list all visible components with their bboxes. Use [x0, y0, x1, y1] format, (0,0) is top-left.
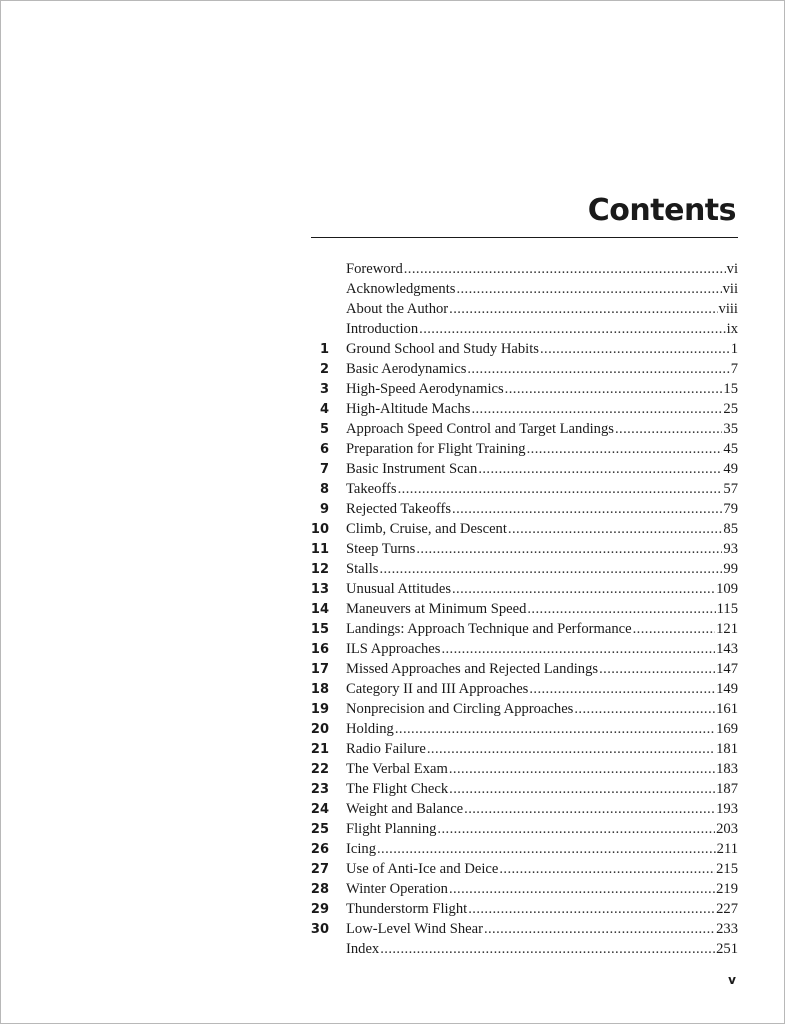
chapter-number: 4	[319, 402, 329, 417]
toc-entry-title: Landings: Approach Technique and Performance	[346, 621, 632, 637]
toc-entry	[301, 719, 738, 739]
toc-page-number: 215	[716, 861, 738, 877]
toc-entry-title: Flight Planning	[346, 821, 437, 837]
toc-page-number: 93	[723, 541, 738, 557]
dot-leader	[540, 339, 730, 359]
toc-entry-title: Low-Level Wind Shear	[346, 921, 483, 937]
toc-page-number: 211	[716, 841, 738, 857]
dot-leader	[633, 619, 715, 639]
toc-entry	[301, 599, 738, 619]
toc-page-number: 85	[723, 521, 738, 537]
chapter-number: 11	[310, 542, 329, 557]
toc-entry	[301, 779, 738, 799]
toc-page-number: vi	[726, 261, 738, 277]
dot-leader	[468, 899, 715, 919]
toc-entry-title: Nonprecision and Circling Approaches	[346, 701, 574, 717]
toc-page-number: 161	[716, 701, 738, 717]
toc-entry-title: Category II and III Approaches	[346, 681, 529, 697]
toc-page-number: 193	[716, 801, 738, 817]
toc-page-number: 115	[716, 601, 738, 617]
toc-entry-title: ILS Approaches	[346, 641, 441, 657]
dot-leader	[452, 579, 715, 599]
dot-leader	[484, 919, 715, 939]
toc-entry	[301, 919, 738, 939]
dot-leader	[599, 659, 715, 679]
title-rule	[311, 237, 738, 238]
toc-page-number: 49	[723, 461, 738, 477]
dot-leader	[452, 499, 722, 519]
dot-leader	[615, 419, 722, 439]
toc-page-number: 251	[716, 941, 738, 957]
toc-entry-title: Radio Failure	[346, 741, 426, 757]
chapter-number: 26	[310, 842, 329, 857]
dot-leader	[395, 719, 715, 739]
toc-entry	[301, 559, 738, 579]
toc-entry-title: Use of Anti-Ice and Deice	[346, 861, 499, 877]
toc-entry-title: Icing	[346, 841, 376, 857]
toc-entry-title: Basic Instrument Scan	[346, 461, 478, 477]
chapter-number: 1	[319, 342, 329, 357]
chapter-number: 30	[310, 922, 329, 937]
page-folio: v	[728, 973, 736, 987]
chapter-number: 20	[310, 722, 329, 737]
chapter-number: 8	[319, 482, 329, 497]
chapter-number: 29	[310, 902, 329, 917]
toc-entry-title: High-Speed Aerodynamics	[346, 381, 504, 397]
toc-page-number: 233	[716, 921, 738, 937]
toc-entry	[301, 699, 738, 719]
toc-entry-title: Ground School and Study Habits	[346, 341, 539, 357]
toc-entry	[301, 739, 738, 759]
dot-leader	[471, 399, 722, 419]
chapter-number: 10	[310, 522, 329, 537]
toc-entry	[301, 839, 738, 859]
toc-entry-title: Index	[346, 941, 380, 957]
dot-leader	[529, 679, 715, 699]
toc-page-number: 1	[730, 341, 738, 357]
dot-leader	[419, 319, 725, 339]
dot-leader	[398, 479, 723, 499]
toc-entry-title: Weight and Balance	[346, 801, 464, 817]
toc-page-number: 183	[716, 761, 738, 777]
dot-leader	[404, 259, 726, 279]
toc-entry	[301, 639, 738, 659]
toc-entry	[301, 379, 738, 399]
dot-leader	[574, 699, 715, 719]
toc-page-number: 25	[723, 401, 738, 417]
dot-leader	[464, 799, 715, 819]
toc-page-number: 147	[716, 661, 738, 677]
toc-entry-title: High-Altitude Machs	[346, 401, 471, 417]
toc-page-number: 109	[716, 581, 738, 597]
dot-leader	[449, 879, 715, 899]
chapter-number: 15	[310, 622, 329, 637]
toc-entry	[301, 279, 738, 299]
toc-entry	[301, 899, 738, 919]
toc-entry	[301, 519, 738, 539]
chapter-number: 27	[310, 862, 329, 877]
toc-page-number: 15	[723, 381, 738, 397]
toc-entry	[301, 619, 738, 639]
toc-entry-title: Climb, Cruise, and Descent	[346, 521, 507, 537]
dot-leader	[449, 299, 717, 319]
toc-page-number: viii	[718, 301, 738, 317]
toc-entry-title: Holding	[346, 721, 394, 737]
dot-leader	[467, 359, 729, 379]
toc-entry	[301, 479, 738, 499]
toc-entry	[301, 439, 738, 459]
toc-page-number: 227	[716, 901, 738, 917]
toc-page-number: 187	[716, 781, 738, 797]
toc-entry-title: The Flight Check	[346, 781, 449, 797]
chapter-number: 23	[310, 782, 329, 797]
toc-entry-title: About the Author	[346, 301, 449, 317]
dot-leader	[508, 519, 722, 539]
chapter-number: 14	[310, 602, 329, 617]
page-title: Contents	[587, 193, 736, 228]
toc-page-number: 203	[716, 821, 738, 837]
toc-page-number: 35	[723, 421, 738, 437]
toc-page-number: vii	[722, 281, 738, 297]
toc-entry-title: Preparation for Flight Training	[346, 441, 526, 457]
chapter-number: 3	[319, 382, 329, 397]
dot-leader	[478, 459, 722, 479]
toc-entry	[301, 319, 738, 339]
toc-entry-title: Stalls	[346, 561, 379, 577]
toc-entry	[301, 659, 738, 679]
dot-leader	[505, 379, 723, 399]
toc-entry-title: Introduction	[346, 321, 419, 337]
toc-entry	[301, 539, 738, 559]
dot-leader	[441, 639, 715, 659]
chapter-number: 6	[319, 442, 329, 457]
dot-leader	[499, 859, 715, 879]
toc-entry	[301, 359, 738, 379]
toc-page-number: 45	[723, 441, 738, 457]
dot-leader	[456, 279, 721, 299]
dot-leader	[427, 739, 715, 759]
toc-entry-title: Missed Approaches and Rejected Landings	[346, 661, 599, 677]
toc-entry-title: The Verbal Exam	[346, 761, 448, 777]
toc-entry-title: Takeoffs	[346, 481, 397, 497]
toc-page-number: 149	[716, 681, 738, 697]
chapter-number: 5	[319, 422, 329, 437]
dot-leader	[527, 599, 715, 619]
dot-leader	[527, 439, 723, 459]
toc-page-number: 57	[723, 481, 738, 497]
chapter-number: 18	[310, 682, 329, 697]
dot-leader	[379, 559, 722, 579]
chapter-number: 2	[319, 362, 329, 377]
dot-leader	[380, 939, 715, 959]
chapter-number: 19	[310, 702, 329, 717]
toc-entry	[301, 799, 738, 819]
toc-entry	[301, 859, 738, 879]
chapter-number: 24	[310, 802, 329, 817]
dot-leader	[449, 779, 715, 799]
toc-entry-title: Winter Operation	[346, 881, 448, 897]
toc-entry-title: Approach Speed Control and Target Landings	[346, 421, 614, 437]
toc-entry	[301, 759, 738, 779]
toc-entry	[301, 399, 738, 419]
toc-entry-title: Thunderstorm Flight	[346, 901, 468, 917]
chapter-number: 21	[310, 742, 329, 757]
toc-entry	[301, 819, 738, 839]
chapter-number: 9	[319, 502, 329, 517]
toc-entry	[301, 679, 738, 699]
toc-entry-title: Maneuvers at Minimum Speed	[346, 601, 527, 617]
toc-entry-title: Steep Turns	[346, 541, 416, 557]
toc-entry-title: Acknowledgments	[346, 281, 456, 297]
toc-entry-title: Basic Aerodynamics	[346, 361, 467, 377]
toc-page-number: ix	[726, 321, 738, 337]
chapter-number: 7	[319, 462, 329, 477]
toc-page-number: 143	[716, 641, 738, 657]
toc-page-number: 7	[730, 361, 738, 377]
chapter-number: 16	[310, 642, 329, 657]
toc-entry	[301, 939, 738, 959]
toc-entry	[301, 579, 738, 599]
toc-page-number: 169	[716, 721, 738, 737]
chapter-number: 25	[310, 822, 329, 837]
chapter-number: 12	[310, 562, 329, 577]
toc-page-number: 99	[723, 561, 738, 577]
chapter-number: 22	[310, 762, 329, 777]
toc-page-number: 219	[716, 881, 738, 897]
toc-page-number: 181	[716, 741, 738, 757]
dot-leader	[449, 759, 715, 779]
dot-leader	[377, 839, 716, 859]
toc-entry-title: Foreword	[346, 261, 403, 277]
toc-entry-title: Unusual Attitudes	[346, 581, 451, 597]
toc-entry	[301, 419, 738, 439]
toc-entry	[301, 299, 738, 319]
toc-entry	[301, 339, 738, 359]
toc-entry	[301, 259, 738, 279]
toc-page-number: 79	[723, 501, 738, 517]
dot-leader	[437, 819, 715, 839]
chapter-number: 13	[310, 582, 329, 597]
table-of-contents	[301, 259, 738, 959]
toc-page-number: 121	[716, 621, 738, 637]
toc-entry	[301, 459, 738, 479]
chapter-number: 17	[310, 662, 329, 677]
toc-entry-title: Rejected Takeoffs	[346, 501, 452, 517]
toc-entry	[301, 879, 738, 899]
toc-entry	[301, 499, 738, 519]
dot-leader	[416, 539, 722, 559]
chapter-number: 28	[310, 882, 329, 897]
